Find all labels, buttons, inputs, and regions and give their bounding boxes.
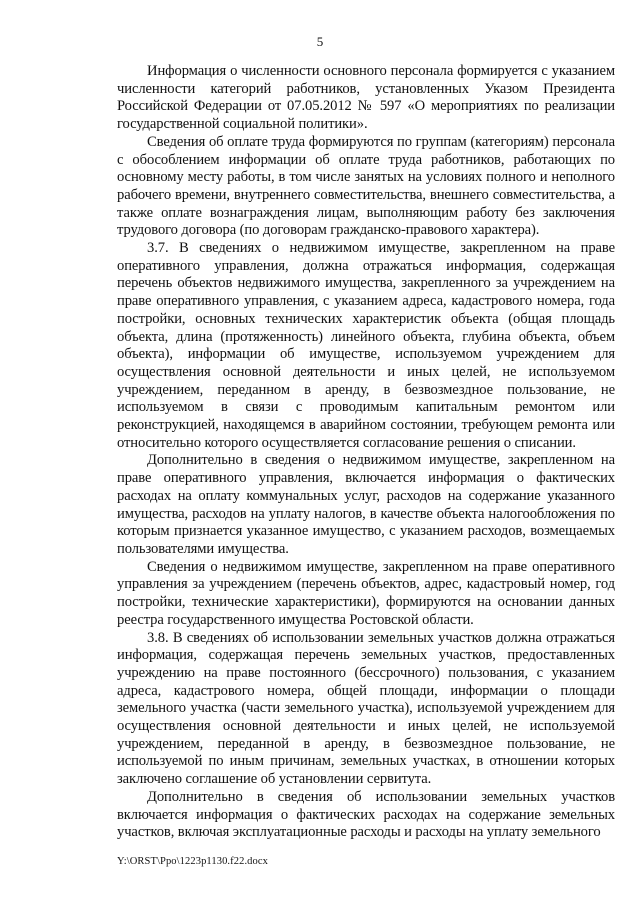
footer-file-path: Y:\ORST\Ppo\1223p1130.f22.docx [117,856,268,867]
paragraph-section-3-8: 3.8. В сведениях об использовании земельных участков должна отражаться информация, содержащая перечень земельных участков, предоставленных учреждению на праве постоянного (бессрочного) пользования, с указанием адреса, кадастрового номера, общей площади, информации о площади земельного участка (части земельного участка), используемой учреждением для осуществления основной деятельности и иных целей, не используемой учреждением, переданной в аренду, в безвозмездное пользование, не используемой по иным причинам, земельных участках, в отношении которых заключено соглашение об установлении сервитута. [117,629,615,788]
paragraph-property-expenses: Дополнительно в сведения о недвижимом имуществе, закрепленном на праве оперативного управления, включается информация о фактических расходах на оплату коммунальных услуг, расходов на содержание указанного имущества, расходов на уплату налогов, в качестве объекта налогообложения по которым признается указанное имущество, с указанием расходов, возмещаемых пользователями имущества. [117,452,615,557]
paragraph-personnel-count: Информация о численности основного персонала формируется с указанием численности категорий работников, установленных Указом Президента Российской Федерации от 07.05.2012 № 597 «О мероприятиях по реализации государственной социальной политики». [117,63,615,133]
paragraph-land-expenses: Дополнительно в сведения об использовании земельных участков включается информация о фактических расходах на содержание земельных участков, включая эксплуатационные расходы и расходы на уплату земельного [117,788,615,841]
page-number: 5 [316,34,324,49]
paragraph-payroll: Сведения об оплате труда формируются по группам (категориям) персонала с обособлением информации об оплате труда работников, работающих по основному месту работы, в том числе занятых на условиях полного и неполного рабочего времени, внутреннего совместительства, внешнего совместительства, а также оплате вознаграждения лицам, выполняющим работу без заключения трудового договора (по договорам гражданско-правового характера). [117,133,615,239]
document-body [117,63,615,842]
paragraph-property-registry: Сведения о недвижимом имуществе, закрепленном на праве оперативного управления за учреждением (перечень объектов, адрес, кадастровый номер, год постройки, технические характеристики), формируются на основании данных реестра государственного имущества Ростовской области. [117,558,615,628]
paragraph-section-3-7: 3.7. В сведениях о недвижимом имуществе, закрепленном на праве оперативного управления, должна отражаться информация, содержащая перечень объектов недвижимого имущества, закрепленного за учреждением на праве оперативного управления, с указанием адреса, кадастрового номера, года постройки, основных технических характеристик объекта (общая площадь объекта, длина (протяженность) линейного объекта, глубина объекта, объем объекта), информации об имуществе, используемом учреждением для осуществления основной деятельности и иных целей, не используемом учреждением, переданном в аренду, в безвозмездное пользование, не используемом в связи с проводимым капитальным ремонтом или реконструкцией, находящемся в аварийном состоянии, требующем ремонта или относительно которого осуществляется согласование решения о списании. [117,240,615,451]
